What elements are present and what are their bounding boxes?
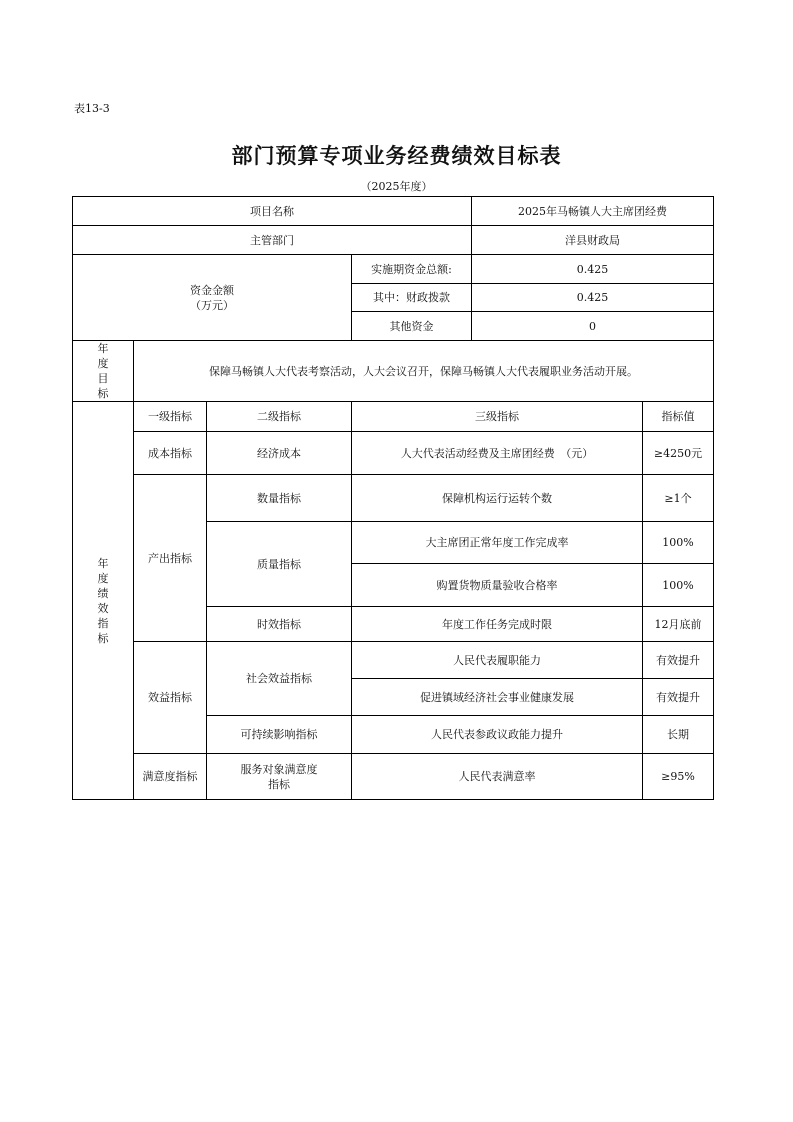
total-fund-label: 实施期资金总额: xyxy=(352,255,472,284)
quality-value: 100% xyxy=(643,564,714,607)
quality-level2: 质量指标 xyxy=(207,522,352,607)
quality-level3: 大主席团正常年度工作完成率 xyxy=(352,522,643,564)
table-row xyxy=(73,402,714,432)
other-fund-label: 其他资金 xyxy=(352,312,472,341)
side-label-char: 年 xyxy=(97,556,109,570)
satisfaction-level2 xyxy=(207,754,352,800)
side-label-char: 标 xyxy=(97,631,109,645)
social-level3: 人民代表履职能力 xyxy=(352,642,643,679)
year-note: （2025年度） xyxy=(360,180,433,193)
cost-value: ≥4250元 xyxy=(643,432,714,475)
social-level2: 社会效益指标 xyxy=(207,642,352,716)
document-title: 部门预算专项业务经费绩效目标表 xyxy=(231,144,562,168)
social-level3: 促进镇域经济社会事业健康发展 xyxy=(352,679,643,716)
fiscal-fund-label: 其中：财政拨款 xyxy=(352,284,472,312)
table-row xyxy=(73,226,714,255)
annual-goal-text: 保障马畅镇人大代表考察活动，人大会议召开，保障马畅镇人大代表履职业务活动开展。 xyxy=(134,341,714,402)
annual-goal-label-char: 目 xyxy=(97,372,109,385)
side-label-char: 效 xyxy=(97,601,109,615)
table-row xyxy=(73,475,714,522)
social-value: 有效提升 xyxy=(643,679,714,716)
header-level3: 三级指标 xyxy=(352,402,643,432)
cost-level2: 经济成本 xyxy=(207,432,352,475)
satisfaction-level3: 人民代表满意率 xyxy=(352,754,643,800)
table-row xyxy=(73,642,714,679)
output-level1: 产出指标 xyxy=(134,475,207,642)
table-row xyxy=(73,197,714,226)
satisfaction-level2-line1: 服务对象满意度 xyxy=(240,762,318,776)
annual-goal-label xyxy=(73,341,134,402)
table-row xyxy=(73,255,714,284)
sustain-level2: 可持续影响指标 xyxy=(207,716,352,754)
annual-goal-label-char: 标 xyxy=(97,387,109,400)
timeliness-level3: 年度工作任务完成时限 xyxy=(352,607,643,642)
table-row xyxy=(73,341,714,402)
benefit-level1: 效益指标 xyxy=(134,642,207,754)
side-label-char: 度 xyxy=(97,571,109,585)
performance-indicator-side-label xyxy=(73,402,134,800)
sustain-level3: 人民代表参政议政能力提升 xyxy=(352,716,643,754)
header-level2: 二级指标 xyxy=(207,402,352,432)
satisfaction-level2-line2: 指标 xyxy=(268,777,290,791)
table-number: 表13-3 xyxy=(74,102,110,115)
social-value: 有效提升 xyxy=(643,642,714,679)
project-name-label: 项目名称 xyxy=(73,197,472,226)
quantity-level2: 数量指标 xyxy=(207,475,352,522)
quantity-level3: 保障机构运行运转个数 xyxy=(352,475,643,522)
project-name-value: 2025年马畅镇人大主席团经费 xyxy=(472,197,714,226)
quality-value: 100% xyxy=(643,522,714,564)
quantity-value: ≥1个 xyxy=(643,475,714,522)
other-fund-value: 0 xyxy=(472,312,714,341)
header-level1: 一级指标 xyxy=(134,402,207,432)
header-value: 指标值 xyxy=(643,402,714,432)
table-row xyxy=(73,432,714,475)
table-row xyxy=(73,754,714,800)
fund-amount-label xyxy=(73,255,352,341)
cost-level1: 成本指标 xyxy=(134,432,207,475)
fund-amount-label-line2: （万元） xyxy=(190,298,234,312)
side-label-char: 绩 xyxy=(97,586,109,600)
side-label-char: 指 xyxy=(97,616,109,630)
fiscal-fund-value: 0.425 xyxy=(472,284,714,312)
total-fund-value: 0.425 xyxy=(472,255,714,284)
annual-goal-label-char: 年 xyxy=(97,342,109,355)
sustain-value: 长期 xyxy=(643,716,714,754)
performance-target-table xyxy=(72,196,714,800)
cost-level3: 人大代表活动经费及主席团经费 （元） xyxy=(352,432,643,475)
department-label: 主管部门 xyxy=(73,226,472,255)
timeliness-level2: 时效指标 xyxy=(207,607,352,642)
department-value: 洋县财政局 xyxy=(472,226,714,255)
fund-amount-label-line1: 资金金额 xyxy=(190,283,234,297)
timeliness-value: 12月底前 xyxy=(643,607,714,642)
satisfaction-level1: 满意度指标 xyxy=(134,754,207,800)
annual-goal-label-char: 度 xyxy=(97,357,109,370)
satisfaction-value: ≥95% xyxy=(643,754,714,800)
quality-level3: 购置货物质量验收合格率 xyxy=(352,564,643,607)
